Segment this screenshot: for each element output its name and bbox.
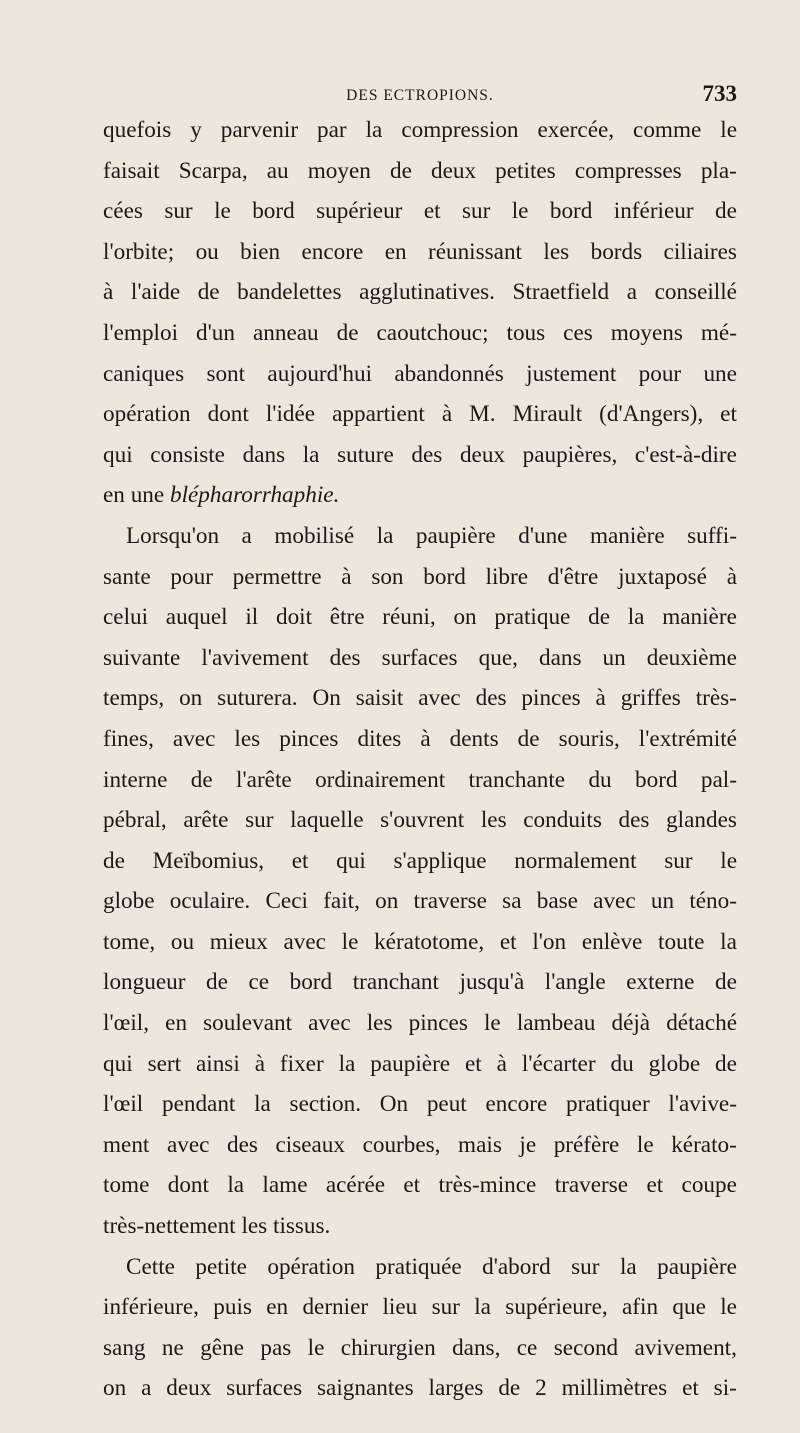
text-line: tome, ou mieux avec le kératotome, et l'on enlève toute la: [103, 928, 737, 955]
running-title: DES ECTROPIONS.: [346, 87, 494, 104]
text-line: l'emploi d'un anneau de caoutchouc; tous ces moyens mé-: [103, 319, 737, 346]
text-line: tome dont la lame acérée et très-mince traverse et coupe: [103, 1172, 737, 1199]
text-line: sante pour permettre à son bord libre d'être juxtaposé à: [103, 563, 737, 590]
text-line: qui consiste dans la suture des deux paupières, c'est-à-dire: [103, 441, 737, 468]
running-head: [103, 82, 737, 110]
text-line: Lorsqu'on a mobilisé la paupière d'une manière suffi-: [126, 522, 737, 549]
text-line: inférieure, puis en dernier lieu sur la supérieure, afin que le: [103, 1294, 737, 1321]
text-line: globe oculaire. Ceci fait, on traverse sa base avec un téno-: [103, 888, 737, 915]
text-line: fines, avec les pinces dites à dents de souris, l'extrémité: [103, 725, 737, 752]
text-line: l'œil, en soulevant avec les pinces le lambeau déjà détaché: [103, 1010, 737, 1037]
text-line: caniques sont aujourd'hui abandonnés justement pour une: [103, 360, 737, 387]
text-line: cées sur le bord supérieur et sur le bord inférieur de: [103, 198, 737, 225]
text-line: l'orbite; ou bien encore en réunissant les bords ciliaires: [103, 238, 737, 265]
text-line: on a deux surfaces saignantes larges de 2 millimètres et si-: [103, 1375, 737, 1402]
text-line: opération dont l'idée appartient à M. Mirault (d'Angers), et: [103, 401, 737, 428]
text-line: à l'aide de bandelettes agglutinatives. Straetfield a conseillé: [103, 279, 737, 306]
text-line: qui sert ainsi à fixer la paupière et à l'écarter du globe de: [103, 1050, 737, 1077]
text-line: pébral, arête sur laquelle s'ouvrent les conduits des glandes: [103, 807, 737, 834]
page-number: 733: [702, 81, 737, 106]
text-line: temps, on suturera. On saisit avec des pinces à griffes très-: [103, 685, 737, 712]
text-line: ment avec des ciseaux courbes, mais je préfère le kérato-: [103, 1131, 737, 1158]
text-line: très-nettement les tissus.: [103, 1213, 331, 1240]
text-line: Cette petite opération pratiquée d'abord sur la paupière: [126, 1253, 737, 1280]
text-line: quefois y parvenir par la compression exercée, comme le: [103, 117, 737, 143]
text-line: de Meïbomius, et qui s'applique normalement sur le: [103, 847, 737, 874]
text-line: suivante l'avivement des surfaces que, dans un deuxième: [103, 644, 737, 671]
body-text: [103, 110, 737, 1409]
text-line: sang ne gêne pas le chirurgien dans, ce second avivement,: [103, 1334, 737, 1361]
text-line: l'œil pendant la section. On peut encore pratiquer l'avive-: [103, 1091, 737, 1118]
text-line: en une blépharorrhaphie.: [103, 475, 737, 516]
text-line: interne de l'arête ordinairement tranchante du bord pal-: [103, 766, 737, 793]
italic-term: blépharorrhaphie.: [164, 482, 340, 509]
text-line: longueur de ce bord tranchant jusqu'à l'angle externe de: [103, 969, 737, 996]
text-line: faisait Scarpa, au moyen de deux petites compresses pla-: [103, 157, 737, 184]
text-line: celui auquel il doit être réuni, on pratique de la manière: [103, 604, 737, 631]
